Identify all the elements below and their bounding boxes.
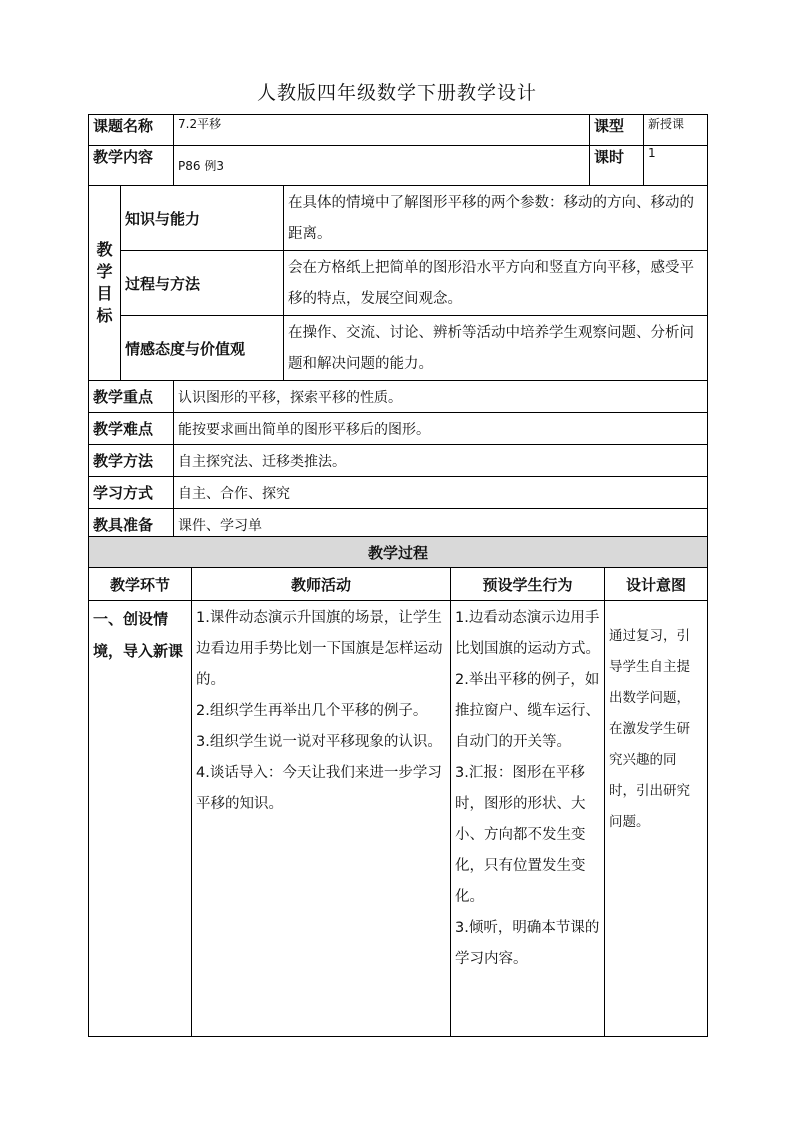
student-step: 1.边看动态演示边用手比划国旗的运动方式。 bbox=[455, 610, 600, 657]
column-header: 预设学生行为 bbox=[451, 568, 605, 601]
column-header: 教师活动 bbox=[192, 568, 451, 601]
process-header-row bbox=[89, 537, 708, 568]
detail-row bbox=[89, 381, 708, 413]
goals-header-char: 标 bbox=[96, 306, 113, 325]
goal-text: 在具体的情境中了解图形平移的两个参数：移动的方向、移动的距离。 bbox=[284, 186, 708, 251]
detail-value: 自主、合作、探究 bbox=[174, 477, 708, 509]
detail-row bbox=[89, 445, 708, 477]
detail-label: 教学难点 bbox=[89, 413, 174, 445]
stage-cell: 一、创设情境，导入新课 bbox=[89, 601, 192, 1037]
teacher-step: 1.课件动态演示升国旗的场景，让学生边看边用手势比划一下国旗是怎样运动的。 bbox=[196, 610, 443, 688]
column-header: 设计意图 bbox=[605, 568, 708, 601]
detail-value: 课件、学习单 bbox=[174, 509, 708, 541]
goals-header-char: 目 bbox=[96, 284, 113, 303]
detail-label: 教学重点 bbox=[89, 381, 174, 413]
goal-label: 过程与方法 bbox=[121, 251, 284, 316]
topic-row bbox=[89, 115, 708, 146]
student-step: 3.倾听，明确本节课的学习内容。 bbox=[455, 920, 600, 967]
student-behavior-cell bbox=[451, 601, 605, 1037]
content-value: P86 例3 bbox=[174, 146, 590, 186]
topic-value: 7.2平移 bbox=[174, 115, 590, 146]
teacher-step: 2.组织学生再举出几个平移的例子。 bbox=[196, 703, 428, 719]
period-label: 课时 bbox=[590, 146, 644, 186]
detail-row bbox=[89, 477, 708, 509]
goal-text: 在操作、交流、讨论、辨析等活动中培养学生观察问题、分析问题和解决问题的能力。 bbox=[284, 316, 708, 381]
goals-header-char: 学 bbox=[96, 262, 113, 281]
process-header: 教学过程 bbox=[89, 537, 708, 568]
content-label: 教学内容 bbox=[89, 146, 174, 186]
teacher-activity-cell bbox=[192, 601, 451, 1037]
type-label: 课型 bbox=[590, 115, 644, 146]
detail-row bbox=[89, 413, 708, 445]
page-title: 人教版四年级数学下册教学设计 bbox=[256, 82, 537, 104]
topic-label: 课题名称 bbox=[89, 115, 174, 146]
design-intent-cell: 通过复习，引导学生自主提出数学问题，在激发学生研究兴趣的同时，引出研究问题。 bbox=[605, 601, 708, 1037]
detail-label: 教具准备 bbox=[89, 509, 174, 541]
teaching-process-table bbox=[88, 536, 708, 1037]
detail-value: 能按要求画出简单的图形平移后的图形。 bbox=[174, 413, 708, 445]
period-value: 1 bbox=[644, 146, 708, 186]
lesson-info-table bbox=[88, 114, 708, 541]
goal-label: 知识与能力 bbox=[121, 186, 284, 251]
goals-header-char: 教 bbox=[96, 240, 113, 259]
student-step: 2.举出平移的例子，如推拉窗户、缆车运行、自动门的开关等。 bbox=[455, 672, 600, 750]
column-header: 教学环节 bbox=[89, 568, 192, 601]
type-value: 新授课 bbox=[644, 115, 708, 146]
teacher-step: 3.组织学生说一说对平移现象的认识。 bbox=[196, 734, 442, 750]
goal-row bbox=[89, 251, 708, 316]
content-row bbox=[89, 146, 708, 186]
process-columns-row bbox=[89, 568, 708, 601]
detail-value: 认识图形的平移，探索平移的性质。 bbox=[174, 381, 708, 413]
goal-row bbox=[89, 186, 708, 251]
goal-row bbox=[89, 316, 708, 381]
process-stage-row bbox=[89, 601, 708, 1037]
goals-header bbox=[89, 186, 121, 381]
goal-text: 会在方格纸上把简单的图形沿水平方向和竖直方向平移，感受平移的特点，发展空间观念。 bbox=[284, 251, 708, 316]
goal-label: 情感态度与价值观 bbox=[121, 316, 284, 381]
detail-label: 学习方式 bbox=[89, 477, 174, 509]
detail-value: 自主探究法、迁移类推法。 bbox=[174, 445, 708, 477]
student-step: 3.汇报：图形在平移时，图形的形状、大小、方向都不发生变化，只有位置发生变化。 bbox=[455, 765, 586, 905]
detail-label: 教学方法 bbox=[89, 445, 174, 477]
teacher-step: 4.谈话导入：今天让我们来进一步学习平移的知识。 bbox=[196, 765, 442, 812]
